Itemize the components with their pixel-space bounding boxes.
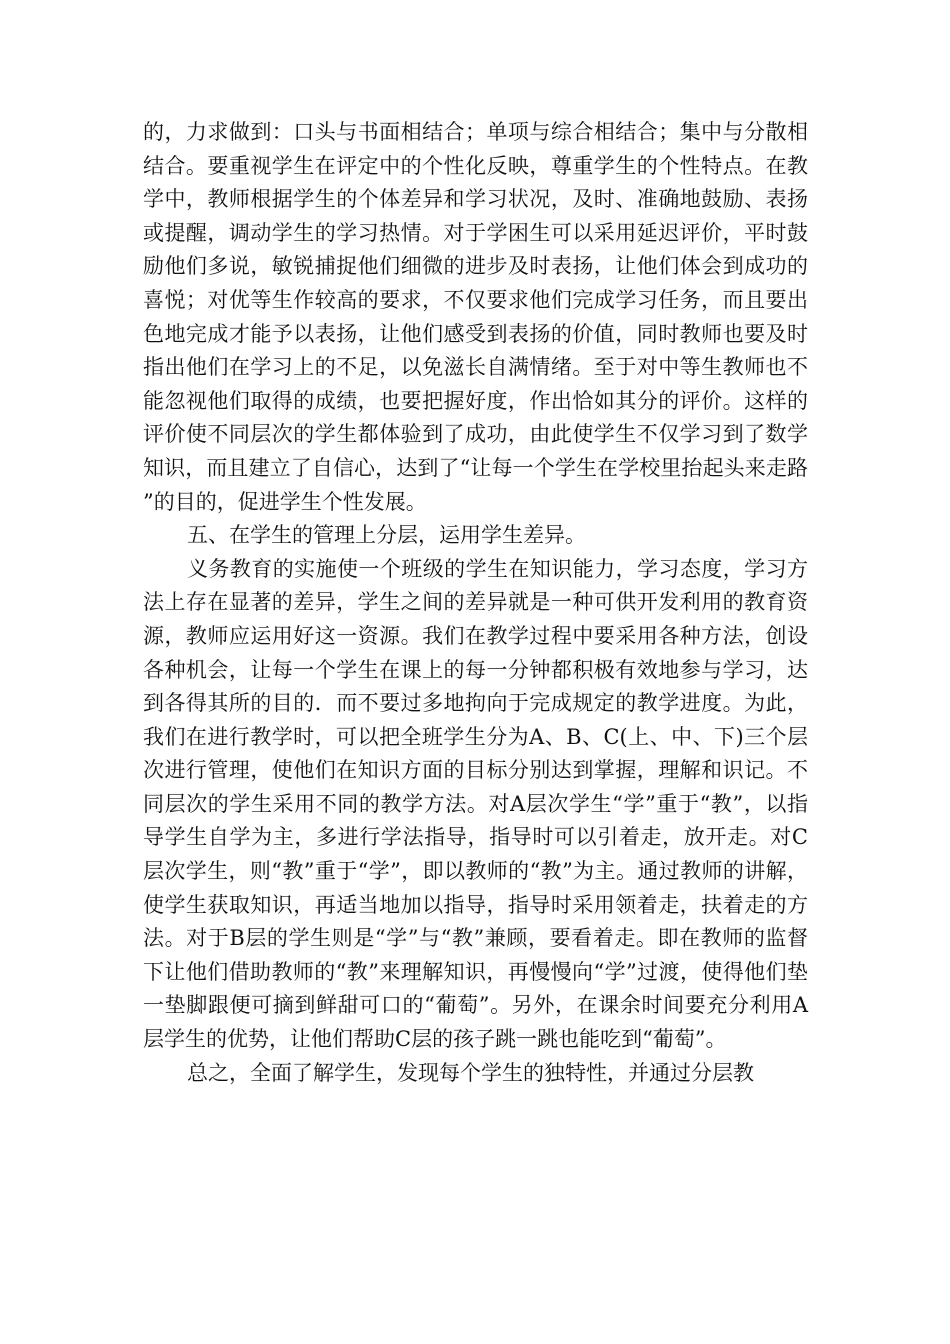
document-body [143,116,808,1090]
paragraph-summary: 总之，全面了解学生，发现每个学生的独特性，并通过分层教 [187,1060,754,1085]
paragraph-evaluation: 的，力求做到：口头与书面相结合；单项与综合相结合；集中与分散相结合。要重视学生在评定中的个性化反映，尊重学生的个性特点。在教学中，教师根据学生的个体差异和学习状况，及时、准确地鼓励、表扬或提醒，调动学生的学习热情。对于学困生可以采用延迟评价，平时鼓励他们多说，敏锐捕捉他们细微的进步及时表扬，让他们体会到成功的喜悦；对优等生作较高的要求，不仅要求他们完成学习任务，而且要出色地完成才能予以表扬，让他们感受到表扬的价值，同时教师也要及时指出他们在学习上的不足，以免滋长自满情绪。至于对中等生教师也不能忽视他们取得的成绩，也要把握好度，作出恰如其分的评价。这样的评价使不同层次的学生都体验到了成功，由此使学生不仅学习到了数学知识，而且建立了自信心，达到了“让每一个学生在学校里抬起头来走路”的目的，促进学生个性发展。 [143,120,808,514]
paragraph-management: 义务教育的实施使一个班级的学生在知识能力，学习态度，学习方法上存在显著的差异，学生之间的差异就是一种可供开发利用的教育资源，教师应运用好这一资源。我们在教学过程中要采用各种方法，创设各种机会，让每一个学生在课上的每一分钟都积极有效地参与学习，达到各得其所的目的．而不要过多地拘向于完成规定的教学进度。为此，我们在进行教学时，可以把全班学生分为A、B、C(上、中、下)三个层次进行管理，使他们在知识方面的目标分别达到掌握，理解和识记。不同层次的学生采用不同的教学方法。对A层次学生“学”重于“教”，以指导学生自学为主，多进行学法指导，指导时可以引着走，放开走。对C层次学生，则“教”重于“学”，即以教师的“教”为主。通过教师的讲解，使学生获取知识，再适当地加以指导，指导时采用领着走，扶着走的方法。对于B层的学生则是“学”与“教”兼顾，要看着走。即在教师的监督下让他们借助教师的“教”来理解知识，再慢慢向“学”过渡，使得他们垫一垫脚跟便可摘到鲜甜可口的“葡萄”。另外，在课余时间要充分利用A层学生的优势，让他们帮助C层的孩子跳一跳也能吃到“葡萄”。 [143,556,808,1052]
section-heading-five: 五、在学生的管理上分层，运用学生差异。 [187,523,586,548]
